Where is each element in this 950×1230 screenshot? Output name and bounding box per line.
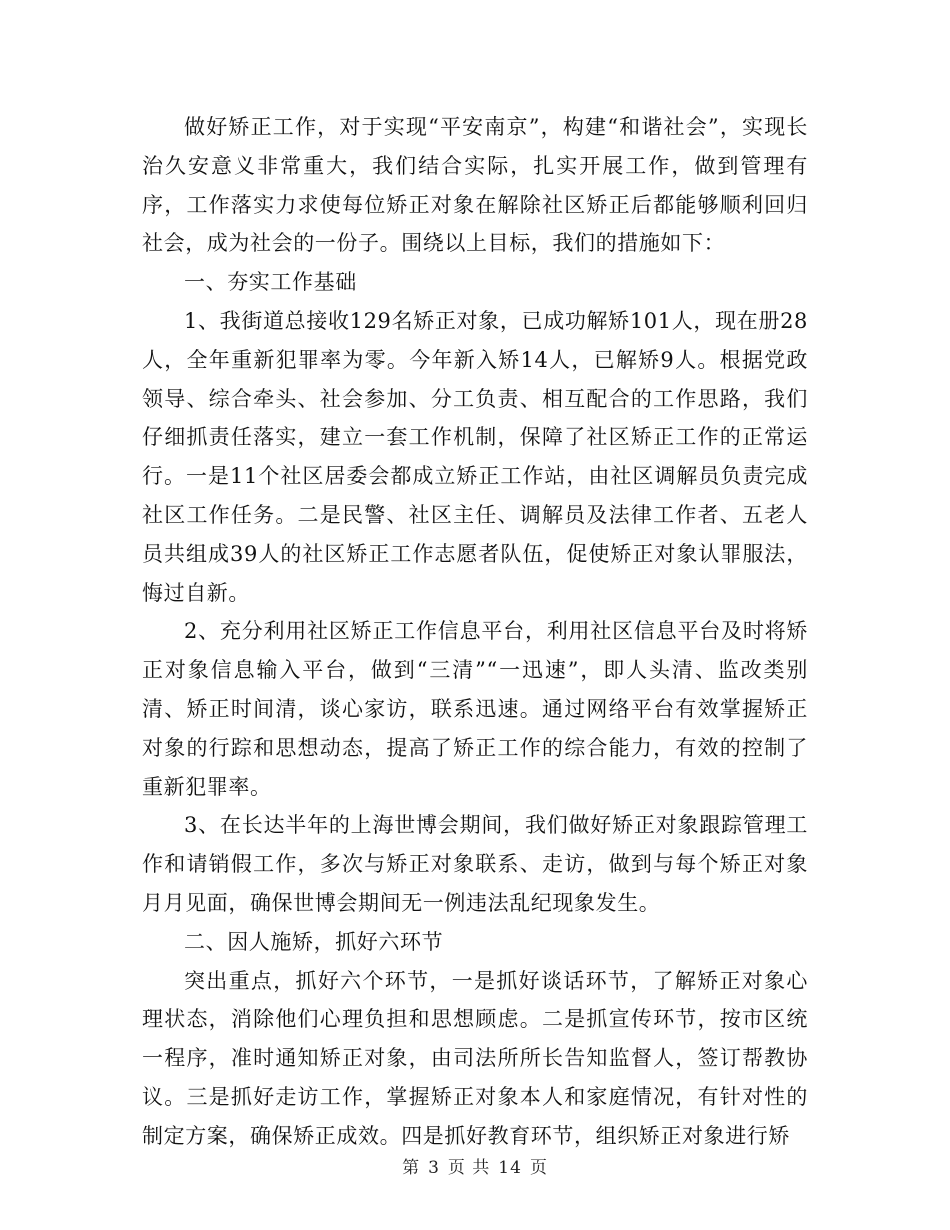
section-heading-2: 二、因人施矫，抓好六环节 xyxy=(184,929,444,954)
page-footer xyxy=(0,1153,950,1178)
paragraph-item-1: 1、我街道总接收129名矫正对象，已成功解矫101人，现在册28人，全年重新犯罪率为零。今年新入矫14人，已解矫9人。根据党政领导、综合牵头、社会参加、分工负责、相互配合的工作思路，我们仔细抓责任落实，建立一套工作机制，保障了社区矫正工作的正常运行。一是11个社区居委会都成立矫正工作站，由社区调解员负责完成社区工作任务。二是民警、社区主任、调解员及法律工作者、五老人员共组成39人的社区矫正工作志愿者队伍，促使矫正对象认罪服法，悔过自新。 xyxy=(142,308,808,605)
paragraph-item-2: 2、充分利用社区矫正工作信息平台，利用社区信息平台及时将矫正对象信息输入平台，做到“三清”“一迅速”，即人头清、监改类别清、矫正时间清，谈心家访，联系迅速。通过网络平台有效掌握矫正对象的行踪和思想动态，提高了矫正工作的综合能力，有效的控制了重新犯罪率。 xyxy=(142,619,808,799)
footer-middle: 页 共 xyxy=(447,1158,491,1178)
paragraph-item-3: 3、在长达半年的上海世博会期间，我们做好矫正对象跟踪管理工作和请销假工作，多次与矫正对象联系、走访，做到与每个矫正对象月月见面，确保世博会期间无一例违法乱纪现象发生。 xyxy=(142,813,808,915)
paragraph-six-links: 突出重点，抓好六个环节，一是抓好谈话环节，了解矫正对象心理状态，消除他们心理负担和思想顾虑。二是抓宣传环节，按市区统一程序，准时通知矫正对象，由司法所所长告知监督人，签订帮教协议。三是抓好走访工作，掌握矫正对象本人和家庭情况，有针对性的制定方案，确保矫正成效。四是抓好教育环节，组织矫正对象进行矫 xyxy=(142,968,808,1148)
footer-page-number: 3 xyxy=(428,1158,440,1178)
footer-suffix: 页 xyxy=(529,1158,548,1178)
section-heading-1: 一、夯实工作基础 xyxy=(184,270,357,295)
intro-paragraph: 做好矫正工作，对于实现“平安南京”，构建“和谐社会”，实现长治久安意义非常重大，我们结合实际，扎实开展工作，做到管理有序，工作落实力求使每位矫正对象在解除社区矫正后都能够顺利回归社会，成为社会的一份子。围绕以上目标，我们的措施如下： xyxy=(142,115,808,256)
footer-total-pages: 14 xyxy=(498,1158,522,1178)
document-body xyxy=(142,108,808,1156)
footer-prefix: 第 xyxy=(402,1158,421,1178)
